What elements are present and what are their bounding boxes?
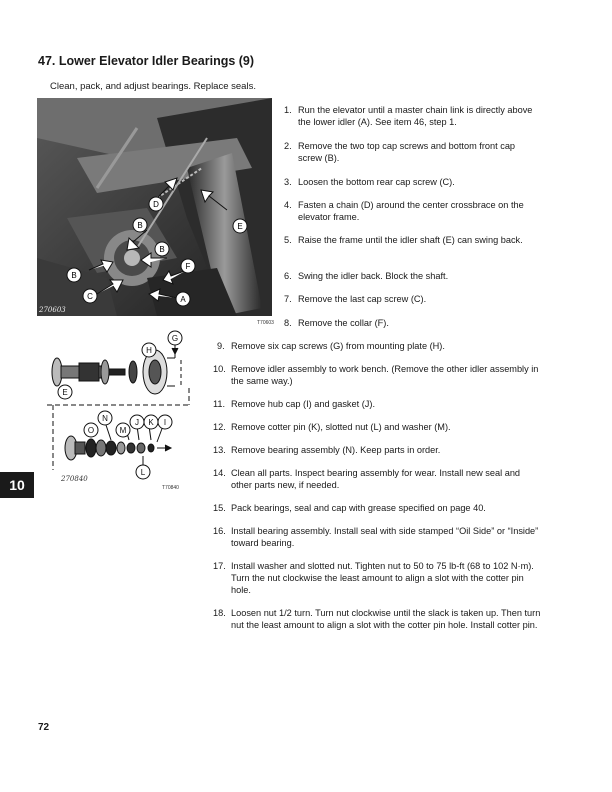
callout-m: M <box>119 426 127 435</box>
callout-o: O <box>87 426 95 435</box>
step-18 <box>213 607 541 631</box>
idler-photo <box>37 98 272 316</box>
step-number: 9. <box>217 341 225 351</box>
step-number: 12. <box>213 422 226 432</box>
step-number: 2. <box>284 141 292 151</box>
section-tab: 10 <box>0 472 34 498</box>
section-title: 47. Lower Elevator Idler Bearings (9) <box>38 54 255 68</box>
step-text: Install bearing assembly. Install seal with side stamped “Oil Side” or “Inside” toward bearing. <box>231 526 539 548</box>
step-text: Remove cotter pin (K), slotted nut (L) and washer (M). <box>231 422 451 432</box>
step-15 <box>213 502 541 514</box>
step-7 <box>284 293 540 305</box>
callout-j: J <box>135 418 139 427</box>
step-number: 5. <box>284 235 292 245</box>
step-text: Fasten a chain (D) around the center crossbrace on the elevator frame. <box>298 200 524 222</box>
idler-photo-image <box>37 98 272 316</box>
callout-h: H <box>146 346 152 355</box>
step-11 <box>213 398 541 410</box>
callout-f: F <box>185 262 191 271</box>
photo-id-label: 270603 <box>39 306 66 314</box>
step-9 <box>217 340 541 352</box>
step-3 <box>284 176 540 188</box>
callout-e: E <box>237 222 243 231</box>
callout-i: I <box>163 418 167 427</box>
callout-k: K <box>148 418 154 427</box>
step-number: 8. <box>284 318 292 328</box>
step-text: Loosen nut 1/2 turn. Turn nut clockwise until the slack is taken up. Then turn nut the least amount to align a slot with the cotter pin hole. Install cotter pin. <box>231 608 541 630</box>
step-text: Swing the idler back. Block the shaft. <box>298 271 449 281</box>
callout-g: G <box>171 334 179 343</box>
step-text: Remove the collar (F). <box>298 318 389 328</box>
step-text: Remove hub cap (I) and gasket (J). <box>231 399 376 409</box>
step-text: Remove the last cap screw (C). <box>298 294 427 304</box>
step-13 <box>213 444 541 456</box>
step-text: Remove six cap screws (G) from mounting plate (H). <box>231 341 445 351</box>
step-number: 6. <box>284 271 292 281</box>
callout-b: B <box>159 245 165 254</box>
step-16 <box>213 525 541 549</box>
step-number: 1. <box>284 105 292 115</box>
step-number: 3. <box>284 177 292 187</box>
callout-c: C <box>87 292 93 301</box>
step-text: Install washer and slotted nut. Tighten nut to 50 to 75 lb-ft (68 to 102 N·m). Turn the nut clockwise the least amount to align a slot with the cotter pin hole. <box>231 561 534 595</box>
callout-a: A <box>180 295 186 304</box>
step-text: Raise the frame until the idler shaft (E) can swing back. <box>298 235 523 245</box>
step-text: Loosen the bottom rear cap screw (C). <box>298 177 455 187</box>
step-text: Remove bearing assembly (N). Keep parts in order. <box>231 445 441 455</box>
step-number: 4. <box>284 200 292 210</box>
step-number: 15. <box>213 503 226 513</box>
step-number: 17. <box>213 561 226 571</box>
step-8 <box>284 317 540 329</box>
diagram-caption-id: T70840 <box>162 485 179 491</box>
idler-exploded-diagram <box>45 330 215 508</box>
step-10 <box>213 363 541 387</box>
section-subtitle: Clean, pack, and adjust bearings. Replace seals. <box>50 81 256 92</box>
callout-b: B <box>71 271 77 280</box>
step-text: Remove idler assembly to work bench. (Remove the other idler assembly in the same way.) <box>231 364 539 386</box>
step-4 <box>284 199 540 223</box>
step-text: Pack bearings, seal and cap with grease specified on page 40. <box>231 503 486 513</box>
step-number: 18. <box>213 608 226 618</box>
step-number: 11. <box>213 399 226 409</box>
step-number: 14. <box>213 468 226 478</box>
callout-b: B <box>137 221 143 230</box>
callout-l: L <box>140 468 146 477</box>
step-number: 10. <box>213 364 226 374</box>
step-text: Run the elevator until a master chain link is directly above the lower idler (A). See item 46, step 1. <box>298 105 533 127</box>
step-number: 16. <box>213 526 226 536</box>
callout-d: D <box>153 200 159 209</box>
callout-n: N <box>102 414 108 423</box>
step-12 <box>213 421 541 433</box>
photo-caption-id: T70603 <box>257 320 274 326</box>
step-14 <box>213 467 541 491</box>
callout-e: E <box>62 388 68 397</box>
page-number: 72 <box>38 722 50 733</box>
step-1 <box>284 104 540 128</box>
step-text: Remove the two top cap screws and bottom front cap screw (B). <box>298 141 516 163</box>
diagram-id-label: 270840 <box>61 475 88 483</box>
step-17 <box>213 560 541 596</box>
step-number: 13. <box>213 445 226 455</box>
step-text: Clean all parts. Inspect bearing assembly for wear. Install new seal and other parts new, if needed. <box>231 468 521 490</box>
step-number: 7. <box>284 294 292 304</box>
step-5 <box>284 234 540 246</box>
step-6 <box>284 270 540 282</box>
step-2 <box>284 140 540 164</box>
